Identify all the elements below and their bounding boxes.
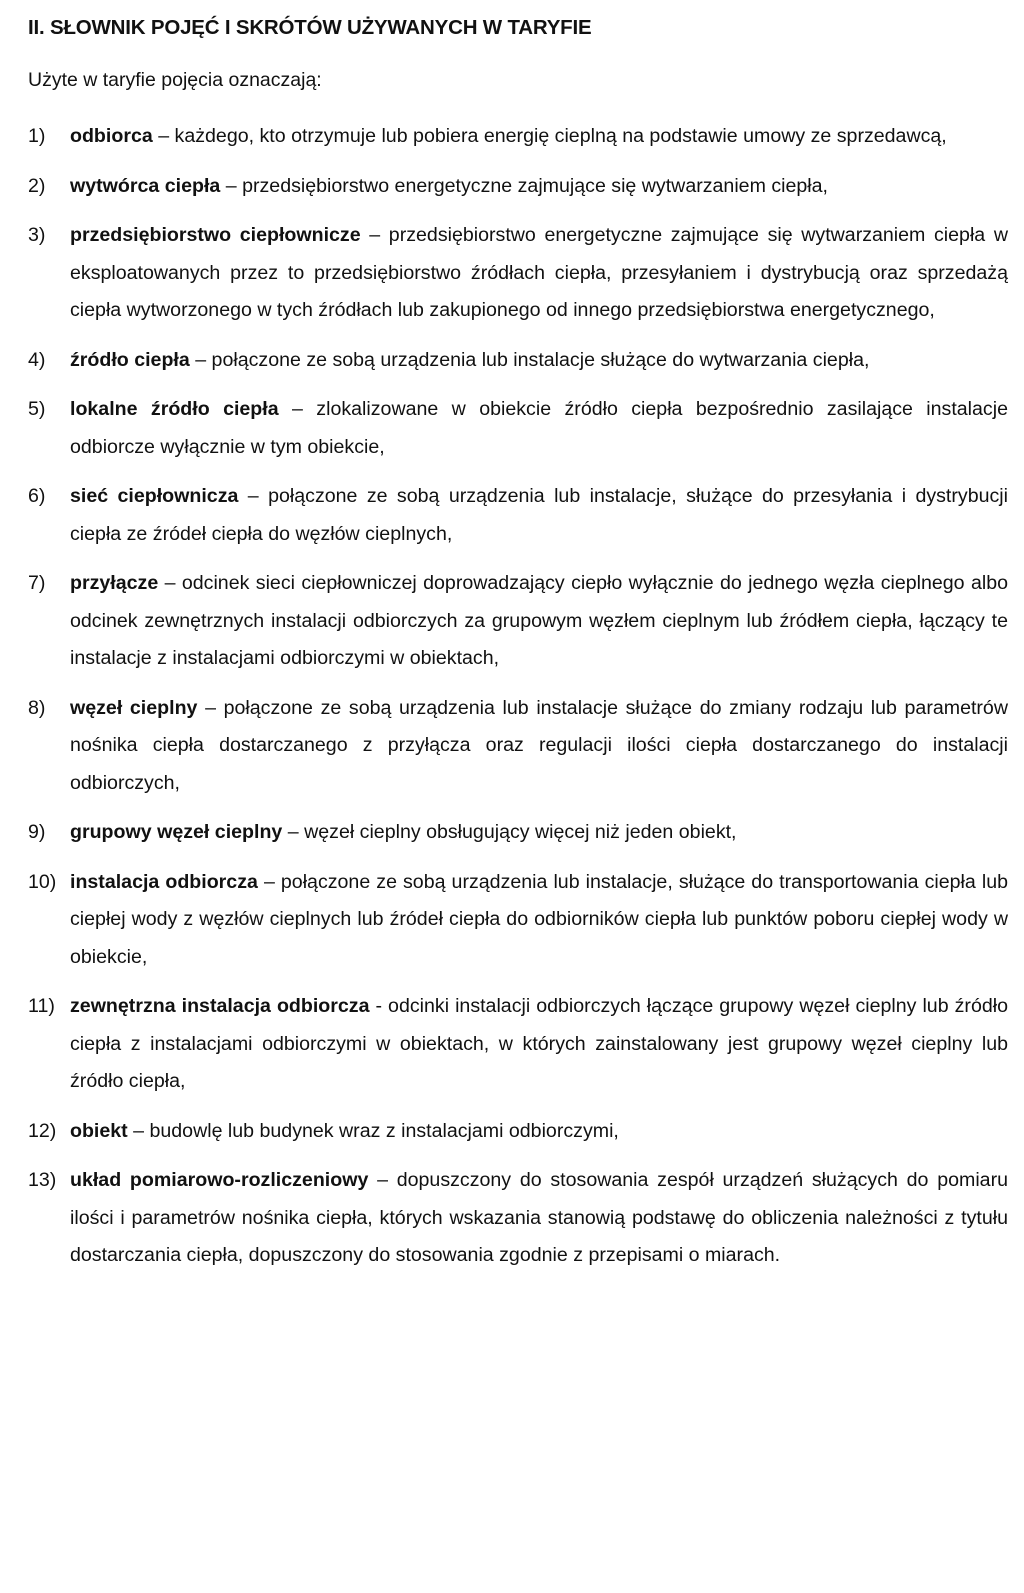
definition-item <box>28 864 1008 977</box>
definition-item <box>28 217 1008 330</box>
definition-text: – połączone ze sobą urządzenia lub instalacje, służące do transportowania ciepła lub ciepłej wody z węzłów cieplnych lub źródeł ciepła do odbiorników ciepła lub punktów poboru ciepłej wody w obiekcie, <box>70 870 1008 968</box>
definition-item <box>28 690 1008 803</box>
section-heading: II. SŁOWNIK POJĘĆ I SKRÓTÓW UŻYWANYCH W TARYFIE <box>28 16 592 39</box>
definition-number: 3) <box>28 224 46 246</box>
definition-number: 7) <box>28 572 46 594</box>
definition-term: instalacja odbiorcza <box>70 870 258 893</box>
definition-text: – zlokalizowane w obiekcie źródło ciepła bezpośrednio zasilające instalacje odbiorcze wyłącznie w tym obiekcie, <box>70 398 1008 458</box>
definition-number: 13) <box>28 1169 57 1191</box>
definition-term: przedsiębiorstwo ciepłownicze <box>70 224 361 246</box>
definition-text: - odcinki instalacji odbiorczych łączące grupowy węzeł cieplny lub źródło ciepła z instalacjami odbiorczymi w obiektach, w których zainstalowany jest grupowy węzeł cieplny lub źródło ciepła, <box>70 995 1008 1092</box>
definition-number: 11) <box>28 995 55 1017</box>
definition-text: – odcinek sieci ciepłowniczej doprowadzający ciepło wyłącznie do jednego węzła cieplnego albo odcinek zewnętrznych instalacji odbiorczych za grupowym węzłem cieplnym lub źródłem ciepła, łączący te instalacje z instalacjami odbiorczymi w obiektach, <box>70 572 1008 669</box>
definition-number: 12) <box>28 1119 57 1142</box>
intro-text: Użyte w taryfie pojęcia oznaczają: <box>28 69 322 91</box>
definition-term: zewnętrzna instalacja odbiorcza <box>70 995 370 1017</box>
definition-item <box>28 391 1008 466</box>
definition-text: – przedsiębiorstwo energetyczne zajmujące się wytwarzaniem ciepła, <box>220 174 828 197</box>
definition-item <box>28 814 1008 852</box>
definition-term: węzeł cieplny <box>70 696 198 719</box>
definition-item <box>28 168 1008 206</box>
definition-term: źródło ciepła <box>70 348 190 371</box>
definition-number: 4) <box>28 348 46 371</box>
definition-term: układ pomiarowo-rozliczeniowy <box>70 1169 369 1191</box>
definition-item <box>28 565 1008 678</box>
definition-item <box>28 118 1008 156</box>
definition-text: – budowlę lub budynek wraz z instalacjami odbiorczymi, <box>127 1119 619 1142</box>
definition-item <box>28 478 1008 553</box>
definition-text: – połączone ze sobą urządzenia lub instalacje służące do zmiany rodzaju lub parametrów nośnika ciepła dostarczanego z przyłącza oraz regulacji ilości ciepła dostarczanego do instalacji odbiorczych, <box>70 696 1008 794</box>
definition-number: 8) <box>28 696 46 719</box>
definitions-list <box>28 118 1008 1275</box>
definition-term: przyłącze <box>70 572 159 594</box>
definition-number: 5) <box>28 398 46 420</box>
definition-number: 9) <box>28 821 46 843</box>
definition-text: – węzeł cieplny obsługujący więcej niż jeden obiekt, <box>282 821 737 843</box>
definition-term: odbiorca <box>70 125 153 147</box>
definition-number: 1) <box>28 125 46 147</box>
definition-text: – przedsiębiorstwo energetyczne zajmujące się wytwarzaniem ciepła w eksploatowanych przez to przedsiębiorstwo źródłach ciepła, przesyłaniem i dystrybucją oraz sprzedażą ciepła wytworzonego w tych źródłach lub zakupionego od innego przedsiębiorstwa energetycznego, <box>70 224 1008 321</box>
definition-term: grupowy węzeł cieplny <box>70 821 283 843</box>
definition-item <box>28 1113 1008 1151</box>
definition-term: sieć ciepłownicza <box>70 485 239 507</box>
definition-number: 6) <box>28 485 46 507</box>
definition-item <box>28 988 1008 1101</box>
definition-term: obiekt <box>70 1119 128 1142</box>
definition-text: – każdego, kto otrzymuje lub pobiera energię cieplną na podstawie umowy ze sprzedawcą, <box>152 125 947 147</box>
definition-number: 2) <box>28 174 46 197</box>
definition-item <box>28 342 1008 380</box>
definition-text: – dopuszczony do stosowania zespół urządzeń służących do pomiaru ilości i parametrów nośnika ciepła, których wskazania stanowią podstawę do obliczenia należności z tytułu dostarczania ciepła, dopuszczony do stosowania zgodnie z przepisami o miarach. <box>70 1169 1008 1266</box>
definition-number: 10) <box>28 870 57 893</box>
definition-text: – połączone ze sobą urządzenia lub instalacje, służące do przesyłania i dystrybucji ciepła ze źródeł ciepła do węzłów cieplnych, <box>70 485 1008 545</box>
definition-text: – połączone ze sobą urządzenia lub instalacje służące do wytwarzania ciepła, <box>189 348 870 371</box>
definition-term: lokalne źródło ciepła <box>70 398 279 420</box>
definition-item <box>28 1162 1008 1275</box>
definition-term: wytwórca ciepła <box>70 174 221 197</box>
